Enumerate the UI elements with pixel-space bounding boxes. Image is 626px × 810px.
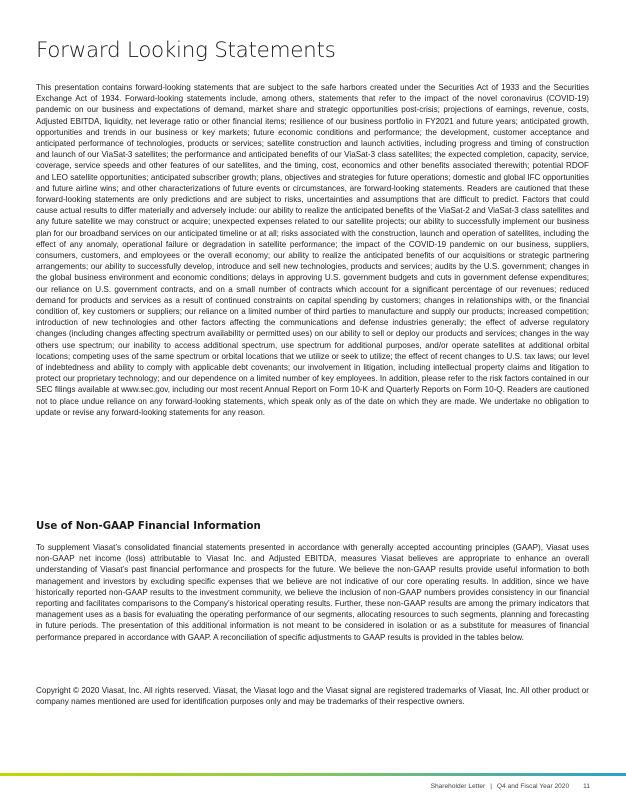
footer [431,783,590,790]
footer-gradient-rule [0,773,626,776]
footer-separator: | [490,783,492,790]
footer-period: Q4 and Fiscal Year 2020 [496,783,570,790]
footer-doc-name: Shareholder Letter [430,783,486,790]
non-gaap-paragraph: To supplement Viasat’s consolidated financial statements presented in accordance with generally accepted accounting principles (GAAP), Viasat uses non-GAAP net income (loss) attributable to Viasat Inc. and Adjusted EBITDA, measures Viasat believes are appropriate to enhance an overall understanding of Viasat’s past financial performance and prospects for the future. We believe the non-GAAP results provide useful information to both management and investors by excluding specific expenses that we believe are not indicative of our core operating results. In addition, since we have historically reported non-GAAP results to the investment community, we believe the inclusion of non-GAAP numbers provides consistency in our financial reporting and facilitates comparisons to the Company’s historical operating results. Further, these non-GAAP results are among the primary indicators that management uses as a basis for evaluating the operating performance of our segments, allocating resources to such segments, planning and forecasting in future periods. The presentation of this additional information is not meant to be considered in isolation or as a substitute for measures of financial performance prepared in accordance with GAAP. A reconciliation of specific adjustments to GAAP results is provided in the tables below. [36,543,589,642]
page-number: 11 [583,783,590,790]
copyright-paragraph: Copyright © 2020 Viasat, Inc. All rights reserved. Viasat, the Viasat logo and the Viasat signal are registered trademarks of Viasat, Inc. All other product or company names mentioned are used for identification purposes only and may be trademarks of their respective owners. [36,686,589,707]
non-gaap-heading: Use of Non-GAAP Financial Information [36,521,261,532]
page-title: Forward Looking Statements [36,38,336,63]
forward-looking-paragraph: This presentation contains forward-looking statements that are subject to the safe harbors created under the Securities Act of 1933 and the Securities Exchange Act of 1934. Forward-looking statements include, among others, statements that refer to the impact of the novel coronavirus (COVID-19) pandemic on our business and expectations of demand, market share and strategic opportunities post-crisis; projections of earnings, revenue, costs, Adjusted EBITDA, liquidity, net leverage ratio or other financial items; resilience of our business portfolio in FY2021 and future years; anticipated growth, opportunities and trends in our business or key markets; future economic conditions and performance; the development, customer acceptance and anticipated performance of technologies, products or services; satellite construction and launch activities, including progress and timing of construction and launch of our ViaSat-3 satellites; the performance and anticipated benefits of our ViaSat-3 class satellites; the expected completion, capacity, service, coverage, service speeds and other features of our satellites, and the timing, cost, economics and other benefits associated therewith; potential RDOF and LEO satellite opportunities; anticipated subscriber growth; plans, objectives and strategies for future operations; domestic and global IFC opportunities and future airline wins; and other characterizations of future events or circumstances, are forward-looking statements. Readers are cautioned that these forward-looking statements are only predictions and are subject to risks, uncertainties and assumptions that are difficult to predict. Factors that could cause actual results to differ materially and adversely include: our ability to realize the anticipated benefits of the ViaSat-2 and ViaSat-3 class satellites and any future satellite we may construct or acquire; unexpected expenses related to our satellite projects; our ability to successfully implement our business plan for our broadband services on our anticipated timeline or at all; risks associated with the construction, launch and operation of satellites, including the effect of any anomaly, operational failure or degradation in satellite performance; the impact of the COVID-19 pandemic on our business, suppliers, consumers, customers, and employees or the overall economy; our ability to realize the anticipated benefits of our acquisitions or strategic partnering arrangements; our ability to successfully develop, introduce and sell new technologies, products and services; audits by the U.S. government; changes in the global business environment and economic conditions; delays in approving U.S. government budgets and cuts in government defense expenditures; our reliance on U.S. government contracts, and on a small number of contracts which account for a significant percentage of our revenues; reduced demand for products and services as a result of continued constraints on capital spending by customers; changes in relationships with, or the financial condition of, key customers or suppliers; our reliance on a limited number of third parties to manufacture and supply our products; increased competition; introduction of new technologies and other factors affecting the communications and defense industries generally; the effect of adverse regulatory changes (including changes affecting spectrum availability or permitted uses) on our ability to sell or deploy our products and services; changes in the way others use spectrum; our inability to access additional spectrum, use spectrum for additional purposes, and/or operate satellites at additional orbital locations; competing uses of the same spectrum or orbital locations that we utilize or seek to utilize; the effect of recent changes to U.S. tax laws; our level of indebtedness and ability to comply with applicable debt covenants; our involvement in litigation, including intellectual property claims and litigation to protect our proprietary technology; and our dependence on a limited number of key employees. In addition, please refer to the risk factors contained in our SEC filings available at www.sec.gov, including our most recent Annual Report on Form 10-K and Quarterly Reports on Form 10-Q. Readers are cautioned not to place undue reliance on any forward-looking statements, which speak only as of the date on which they are made. We undertake no obligation to update or revise any forward-looking statements for any reason. [36,83,589,417]
